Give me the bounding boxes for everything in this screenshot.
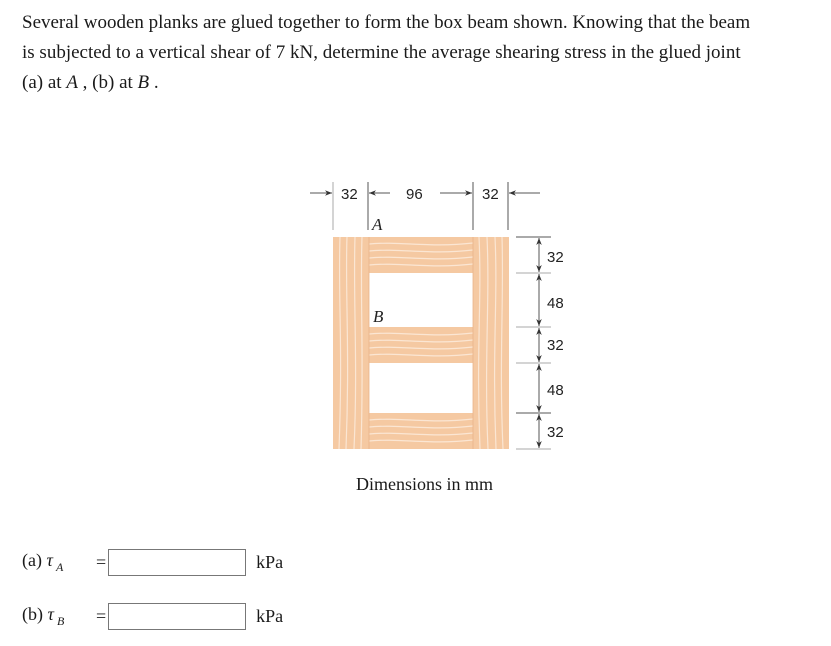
unit-label: kPa	[256, 605, 284, 626]
point-a-ref: A	[66, 72, 78, 93]
dim-top-right: 32	[482, 186, 499, 203]
dim-right-3: 32	[547, 337, 564, 354]
text-part-a: (a) at	[22, 72, 67, 93]
tau-b-input[interactable]	[108, 603, 246, 630]
part-label: (b)	[22, 603, 48, 624]
subscript: B	[56, 613, 65, 628]
problem-line-2: is subjected to a vertical shear of 7 kN, determine the average shearing stress in the glued joint	[22, 42, 741, 63]
equals-sign: =	[96, 551, 107, 572]
dim-top-left: 32	[341, 186, 358, 203]
figure-caption: Dimensions in mm	[356, 474, 494, 494]
dim-right-5: 32	[547, 424, 564, 441]
beam-cross-section	[333, 237, 509, 449]
tau-a-input[interactable]	[108, 549, 246, 576]
middle-plank	[369, 327, 473, 363]
answer-label	[22, 604, 90, 629]
text-end: .	[149, 72, 159, 93]
subscript: A	[55, 559, 64, 574]
dim-top-middle: 96	[406, 186, 423, 203]
tau-symbol: τ	[46, 549, 53, 570]
tau-symbol: τ	[47, 603, 54, 624]
answer-label	[22, 550, 90, 575]
dim-right-1: 32	[547, 249, 564, 266]
top-plank	[369, 237, 473, 273]
text-part-b: , (b) at	[77, 72, 138, 93]
bottom-plank	[369, 413, 473, 449]
left-plank	[333, 237, 369, 449]
equals-sign: =	[96, 605, 107, 626]
answer-row-a	[22, 546, 283, 578]
answer-row-b	[22, 600, 283, 632]
unit-label: kPa	[256, 551, 284, 572]
part-label: (a)	[22, 549, 47, 570]
right-dimension	[516, 237, 551, 449]
dim-right-4: 48	[547, 382, 564, 399]
label-a: A	[372, 215, 383, 234]
dim-right-2: 48	[547, 295, 564, 312]
problem-line-1: Several wooden planks are glued together to form the box beam shown. Knowing that the beam	[22, 12, 751, 33]
label-b: B	[373, 307, 384, 326]
point-b-ref: B	[137, 72, 150, 93]
